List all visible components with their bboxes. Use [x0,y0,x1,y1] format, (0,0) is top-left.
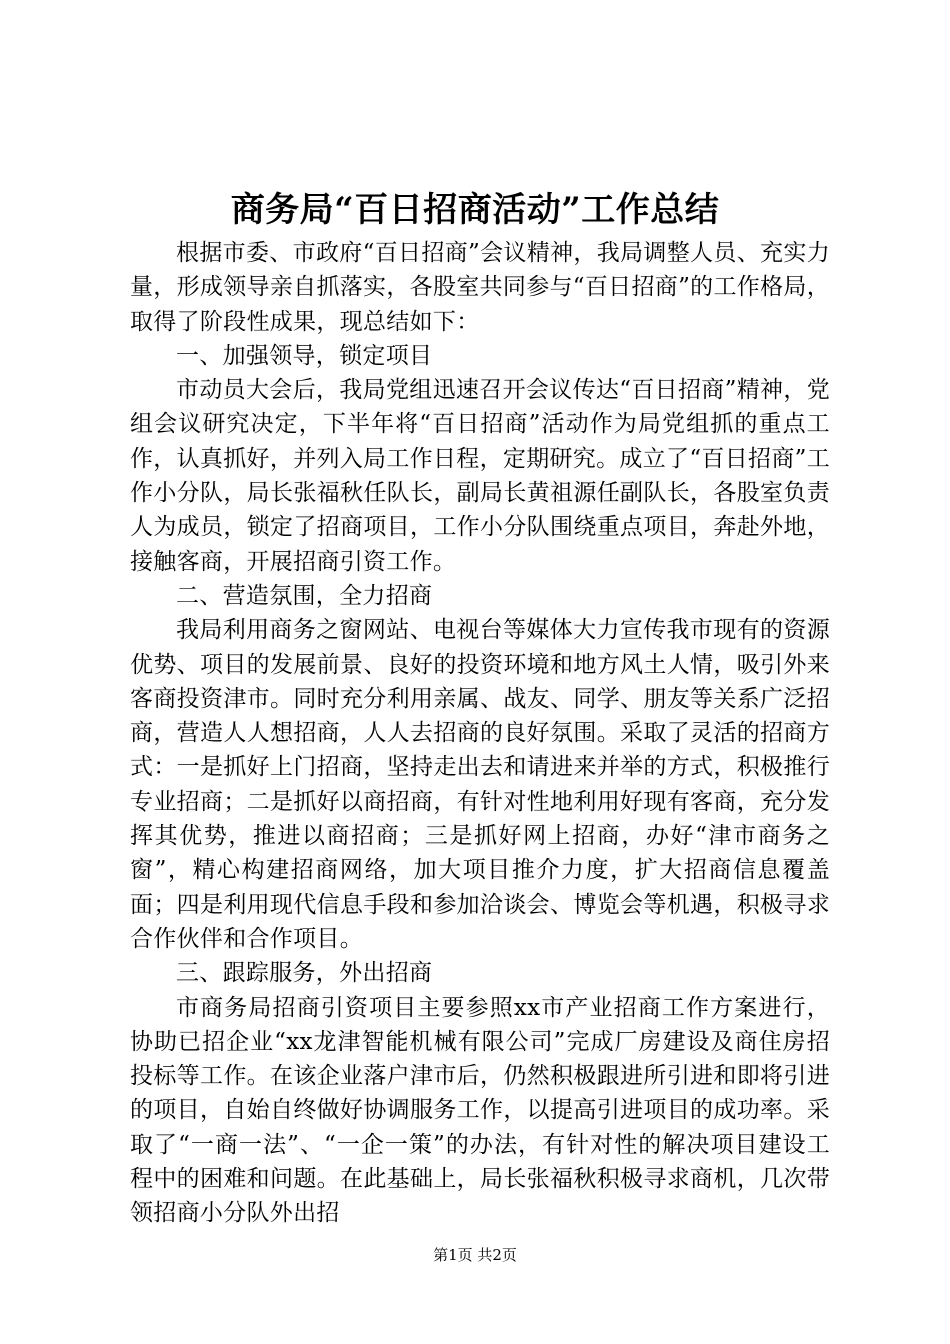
section-heading-1: 一、加强领导，锁定项目 [176,342,433,369]
section-1-paragraph: 市动员大会后，我局党组迅速召开会议传达“百日招商”精神，党组会议研究决定，下半年将“百日招商”活动作为局党组抓的重点工作，认真抓好，并列入局工作日程，定期研究。成立了“百日招商”工作小分队，局长张福秋任队长，副局长黄祖源任副队长，各股室负责人为成员，锁定了招商项目，工作小分队围绕重点项目，奔赴外地，接触客商，开展招商引资工作。 [130,377,830,575]
section-heading-2: 二、营造氛围，全力招商 [176,582,433,609]
section-2-paragraph: 我局利用商务之窗网站、电视台等媒体大力宣传我市现有的资源优势、项目的发展前景、良好的投资环境和地方风土人情，吸引外来客商投资津市。同时充分利用亲属、战友、同学、朋友等关系广泛招商，营造人人想招商，人人去招商的良好氛围。采取了灵活的招商方式：一是抓好上门招商，坚持走出去和请进来并举的方式，积极推行专业招商；二是抓好以商招商，有针对性地利用好现有客商，充分发挥其优势，推进以商招商；三是抓好网上招商，办好“津市商务之窗”，精心构建招商网络，加大项目推介力度，扩大招商信息覆盖面；四是利用现代信息手段和参加洽谈会、博览会等机遇，积极寻求合作伙伴和合作项目。 [130,617,830,952]
section-3-paragraph: 市商务局招商引资项目主要参照xx市产业招商工作方案进行，协助已招企业“xx龙津智能机械有限公司”完成厂房建设及商住房招投标等工作。在该企业落户津市后，仍然积极跟进所引进和即将引进的项目，自始自终做好协调服务工作，以提高引进项目的成功率。采取了“一商一法”、“一企一策”的办法，有针对性的解决项目建设工程中的困难和问题。在此基础上，局长张福秋积极寻求商机，几次带领招商小分队外出招 [130,994,830,1227]
section-heading-3: 三、跟踪服务，外出招商 [176,960,433,987]
intro-paragraph: 根据市委、市政府“百日招商”会议精神，我局调整人员、充实力量，形成领导亲自抓落实，各股室共同参与“百日招商”的工作格局，取得了阶段性成果，现总结如下： [130,240,830,335]
page-footer: 第1页 共2页 [433,1246,517,1264]
document-title: 商务局“百日招商活动”工作总结 [230,190,720,230]
document-body [130,236,830,1231]
